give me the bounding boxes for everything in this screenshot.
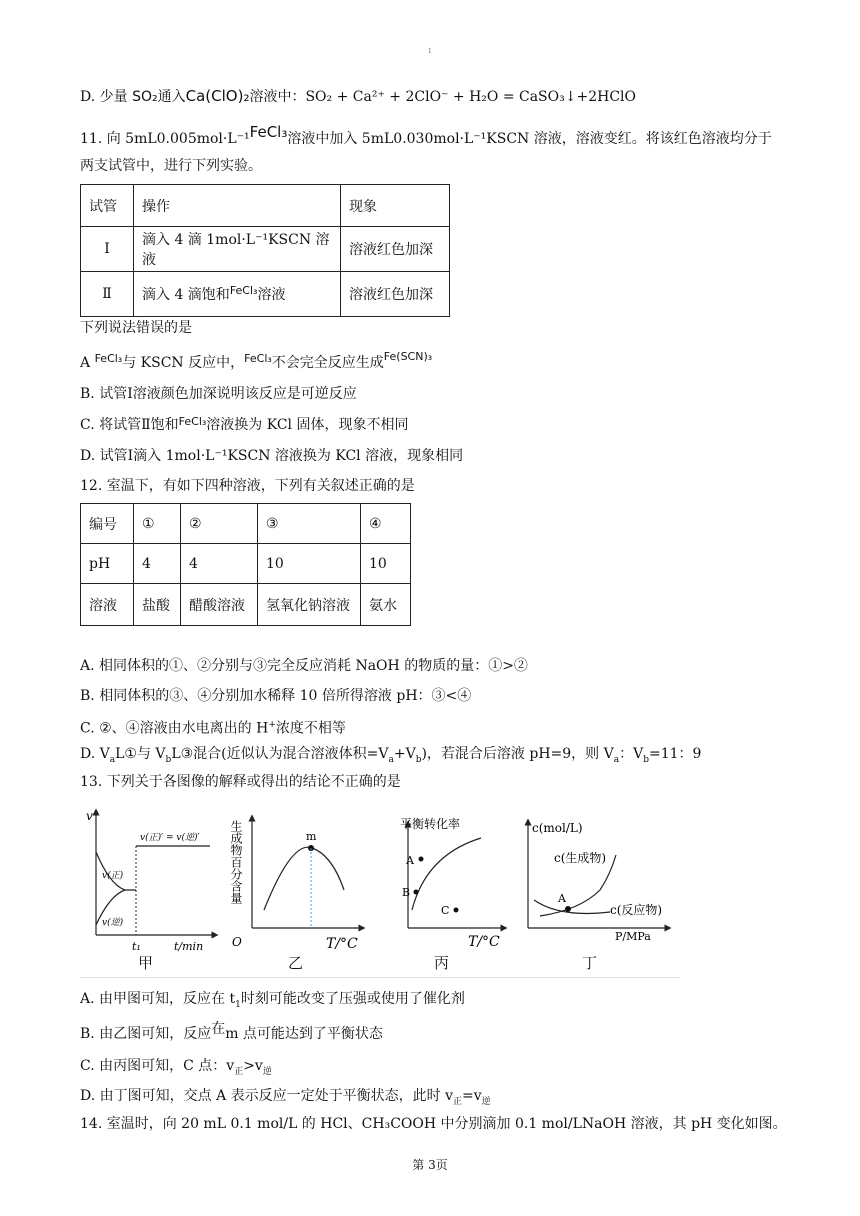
table-cell: 10 [258,544,361,584]
option-label: A [80,355,91,371]
v-forward-label: v(正) [102,871,124,881]
table-cell: pH [81,544,134,584]
q12-stem: 12. 室温下，有如下四种溶液，下列有关叙述正确的是 [80,478,415,494]
x-axis-label: T/°C [326,936,358,952]
text: 滴入 4 滴饱和 [142,287,230,303]
q13-option-c [80,1056,272,1082]
text: 与 KSCN 反应中， [122,355,245,371]
text: 11. 向 5mL0.005mol·L⁻¹ [80,131,250,147]
y-axis-label: 生成物百分含量 [229,820,243,904]
q12-option-c [80,715,346,739]
table-cell: ① [134,504,181,544]
table-cell: 盐酸 [134,584,181,626]
q13-option-d [80,1086,491,1112]
sub: b [415,754,422,765]
sub: a [109,754,116,765]
table-cell: 溶液红色加深 [341,227,450,272]
text: C. 将试管Ⅱ饱和 [80,417,179,433]
equal-label: v(正)′ = v(逆)′ [140,833,200,843]
q12-option-d [80,744,701,770]
q11-stem-line2: 两支试管中，进行下列实验。 [80,158,262,174]
reactant-curve [534,900,610,914]
x-axis-label: t/min [174,940,204,953]
text: 少量 [99,89,128,105]
sub: 正 [453,1096,463,1107]
text: =v [462,1088,482,1104]
figure-ding-label: 丁 [582,954,598,972]
point-m-label: m [306,830,317,843]
equation: SO₂ + Ca²⁺ + 2ClO⁻ + H₂O = CaSO₃↓+2HClO [305,89,636,105]
table-row [81,227,450,272]
table-cell: 醋酸溶液 [181,584,258,626]
page-footer: 第 3页 [412,1158,448,1172]
text: A. 由甲图可知，反应在 t [80,991,236,1007]
table-cell: 试管 [81,185,134,227]
q11-table [80,184,450,317]
sup: + [268,720,276,730]
text: ：V [619,746,644,762]
formula: FeCl₃ [249,123,288,141]
q11-option-d: D. 试管Ⅰ滴入 1mol·L⁻¹KSCN 溶液换为 KCl 溶液，现象相同 [80,448,464,464]
point-a [565,906,571,912]
table-cell: 现象 [341,185,450,227]
v-reverse-label: v(逆) [102,918,124,928]
formula: FeCl₃ [178,415,207,428]
table-cell: 4 [134,544,181,584]
text: B. 由乙图可知，反应 [80,1026,212,1042]
formula: FeCl₃ [229,284,258,297]
t1-label: t₁ [132,940,141,953]
point-a [419,857,424,862]
q11-stem-line1 [80,123,772,149]
text: D. V [80,746,110,762]
q12-option-b: B. 相同体积的③、④分别加水稀释 10 倍所得溶液 pH：③<④ [80,688,472,704]
product-label: c(生成物) [554,851,607,865]
x-axis-label: T/°C [468,934,500,950]
table-cell: 溶液 [81,584,134,626]
text: m 点可能达到了平衡状态 [225,1026,383,1042]
page-top-mark: 1 [428,48,432,55]
x-axis-label: P/MPa [615,930,651,943]
text: 溶液换为 KCl 固体，现象不相同 [206,417,409,433]
text: 通入 [157,89,186,105]
text: C. ②、④溶液由水电离出的 H [80,720,269,737]
q12-table [80,503,411,626]
sub: 1 [235,999,241,1010]
conversion-curve [412,838,481,910]
table-row [81,544,411,584]
point-b-label: B [402,886,411,899]
text: )，若混合后溶液 pH=9，则 V [421,746,614,762]
table-header-row [81,185,450,227]
q11-question: 下列说法错误的是 [80,320,192,336]
sub: 逆 [262,1066,272,1077]
point-b [414,890,419,895]
sub: 正 [234,1066,244,1077]
table-cell: 操作 [134,185,341,227]
point-a-label: A [406,854,414,867]
q13-option-b [80,1021,383,1044]
figure-ding [520,800,680,955]
table-cell: 溶液红色加深 [341,272,450,317]
sub: a [388,754,394,765]
product-curve [264,847,344,910]
q10-option-d [80,86,636,107]
text: C. 由丙图可知，C 点：v [80,1058,235,1074]
table-cell: 10 [361,544,411,584]
formula: Ca(ClO)₂ [185,87,250,105]
option-label: D. [80,89,96,105]
figure-divider [80,977,680,978]
formula: FeCl₃ [244,352,272,365]
table-cell: 氨水 [361,584,411,626]
sub: 逆 [481,1096,491,1107]
point-c-label: C [441,904,450,917]
table-row [81,272,450,317]
formula: SO₂ [132,89,158,105]
q11-option-b: B. 试管Ⅰ溶液颜色加深说明该反应是可逆反应 [80,386,357,402]
reactant-label: c(反应物) [610,903,663,917]
table-row [81,504,411,544]
table-row [81,584,411,626]
y-axis-label: c(mol/L) [532,821,583,835]
table-cell: 氢氧化钠溶液 [258,584,361,626]
sub: a [613,754,620,765]
formula: Fe(SCN)₃ [383,350,433,363]
table-cell: ③ [258,504,361,544]
text: 溶液中： [249,89,306,105]
q14-stem: 14. 室温时，向 20 mL 0.1 mol/L 的 HCl、CH₃COOH 中分别滴加 0.1 mol/LNaOH 溶液，其 pH 变化如图。 [80,1116,787,1132]
table-cell: 4 [181,544,258,584]
text: 浓度不相等 [275,720,346,737]
text: L①与 V [115,746,166,762]
origin-label: O [232,935,242,949]
y-axis-label: v [86,809,93,823]
text: +V [393,746,416,762]
point-c [454,908,459,913]
formula: FeCl₃ [94,352,123,365]
q11-option-c [80,415,408,436]
table-cell: ④ [361,504,411,544]
figure-yi [222,800,372,955]
table-cell: 滴入 4 滴 1mol·L⁻¹KSCN 溶液 [134,227,341,272]
q13-option-a [80,989,465,1015]
text: 溶液中加入 5mL0.030mol·L⁻¹KSCN 溶液，溶液变红。将该红色溶液均分于 [287,131,772,147]
sub: b [165,754,172,765]
figure-bing [386,800,516,955]
figure-jia [80,800,220,955]
text: 溶液 [257,287,286,303]
table-cell: 编号 [81,504,134,544]
q13-stem: 13. 下列关于各图像的解释或得出的结论不正确的是 [80,774,401,790]
q11-option-a [80,350,433,374]
table-cell: Ⅰ [81,227,134,272]
text: L③混合(近似认为混合溶液体积=V [171,746,389,762]
text: 不会完全反应生成 [271,355,384,371]
text: 时刻可能改变了压强或使用了催化剂 [240,991,465,1007]
sub: b [643,754,649,765]
text: =11：9 [649,746,702,762]
q12-option-a: A. 相同体积的①、②分别与③完全反应消耗 NaOH 的物质的量：①>② [80,658,528,674]
text: >v [243,1058,263,1074]
figure-bing-label: 丙 [434,954,450,972]
table-cell [134,272,341,317]
text: D. 由丁图可知，交点 A 表示反应一定处于平衡状态，此时 v [80,1088,453,1104]
text: 在 [211,1021,226,1037]
table-cell: Ⅱ [81,272,134,317]
figure-jia-label: 甲 [138,954,154,972]
figure-yi-label: 乙 [288,954,304,972]
point-a-label: A [558,892,566,905]
table-cell: ② [181,504,258,544]
y-axis-label: 平衡转化率 [400,817,461,831]
